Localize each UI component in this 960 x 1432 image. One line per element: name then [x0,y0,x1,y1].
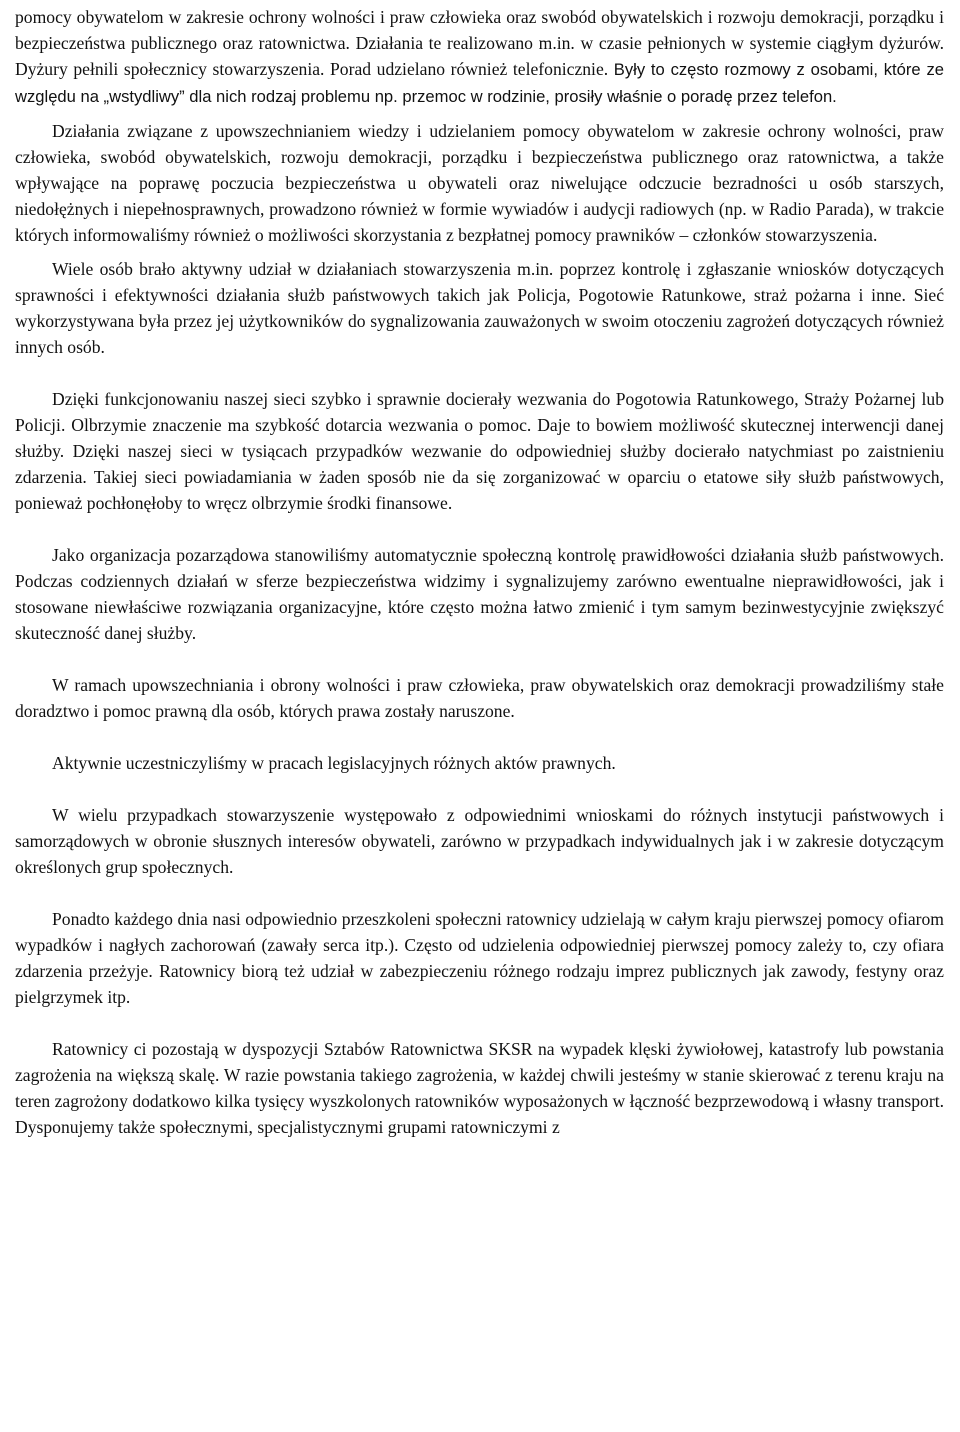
paragraph-1 [15,4,944,110]
paragraph-1-serif-text: pomocy obywatelom w zakresie ochrony wolności i praw człowieka oraz swobód obywatelskich i rozwoju demokracji, porządku i bezpieczeństwa publicznego oraz ratownictwa. Działania te realizowano m.in. w czasie pełnionych w systemie ciągłym dyżurów. Dyżury pełnili społecznicy stowarzyszenia. Porad udzielano również telefonicznie. [15,7,944,79]
paragraph-6: W ramach upowszechniania i obrony wolności i praw człowieka, praw obywatelskich oraz demokracji prowadziliśmy stałe doradztwo i pomoc prawną dla osób, których prawa zostały naruszone. [15,675,944,721]
paragraph-2: Działania związane z upowszechnianiem wiedzy i udzielaniem pomocy obywatelom w zakresie ochrony wolności, praw człowieka, swobód obywatelskich, rozwoju demokracji, porządku i bezpieczeństwa publicznego oraz ratownictwa, a także wpływające na poprawę poczucia bezpieczeństwa u obywateli oraz niwelujące odczucie bezradności u osób starszych, niedołężnych i niepełnosprawnych, prowadzono również w formie wywiadów i audycji radiowych (np. w Radio Parada), w trakcie których informowaliśmy również o możliwości skorzystania z bezpłatnej pomocy prawników – członków stowarzyszenia. [15,121,944,245]
paragraph-1-sans-text: Były to często rozmowy z osobami, które ze względu na „wstydliwy” dla nich rodzaj problemu np. przemoc w rodzinie, prosiły właśnie o poradę przez telefon. [15,60,944,106]
paragraph-8: W wielu przypadkach stowarzyszenie występowało z odpowiednimi wnioskami do różnych instytucji państwowych i samorządowych w obronie słusznych interesów obywateli, zarówno w przypadkach indywidualnych jak i w zakresie dotyczącym określonych grup społecznych. [15,805,944,877]
paragraph-4: Dzięki funkcjonowaniu naszej sieci szybko i sprawnie docierały wezwania do Pogotowia Ratunkowego, Straży Pożarnej lub Policji. Olbrzymie znaczenie ma szybkość dotarcia wezwania o pomoc. Daje to bowiem możliwość skutecznej interwencji danej służby. Dzięki naszej sieci w tysiącach przypadków wezwanie do odpowiedniej służby docierało natychmiast po zaistnieniu zdarzenia. Takiej sieci powiadamiania w żaden sposób nie da się zorganizować w oparciu o etatowe siły służb państwowych, ponieważ pochłonęłoby to wręcz olbrzymie środki finansowe. [15,389,944,513]
paragraph-7: Aktywnie uczestniczyliśmy w pracach legislacyjnych różnych aktów prawnych. [52,753,616,773]
paragraph-9: Ponadto każdego dnia nasi odpowiednio przeszkoleni społeczni ratownicy udzielają w całym kraju pierwszej pomocy ofiarom wypadków i nagłych zachorowań (zawały serca itp.). Często od udzielenia odpowiedniej pierwszej pomocy zależy to, czy ofiara zdarzenia przeżyje. Ratownicy biorą też udział w zabezpieczeniu różnego rodzaju imprez publicznych jak zawody, festyny oraz pielgrzymek itp. [15,909,944,1007]
paragraph-10: Ratownicy ci pozostają w dyspozycji Sztabów Ratownictwa SKSR na wypadek klęski żywiołowej, katastrofy lub powstania zagrożenia na większą skalę. W razie powstania takiego zagrożenia, w każdej chwili jesteśmy w stanie skierować z terenu kraju na teren zagrożony dodatkowo kilka tysięcy wyszkolonych ratowników wyposażonych w łączność bezprzewodową i własny transport. Dysponujemy także społecznymi, specjalistycznymi grupami ratowniczymi z [15,1039,944,1137]
paragraph-5: Jako organizacja pozarządowa stanowiliśmy automatycznie społeczną kontrolę prawidłowości działania służb państwowych. Podczas codziennych działań w sferze bezpieczeństwa widzimy i sygnalizujemy zarówno ewentualne nieprawidłowości, jak i stosowane niewłaściwe rozwiązania organizacyjne, które często można łatwo zmienić i tym samym bezinwestycyjnie zwiększyć skuteczność danej służby. [15,545,944,643]
paragraph-3: Wiele osób brało aktywny udział w działaniach stowarzyszenia m.in. poprzez kontrolę i zgłaszanie wniosków dotyczących sprawności i efektywności działania służb państwowych takich jak Policja, Pogotowie Ratunkowe, straż pożarna i inne. Sieć wykorzystywana była przez jej użytkowników do sygnalizowania zauważonych w swoim otoczeniu zagrożeń dotyczących również innych osób. [15,259,944,357]
